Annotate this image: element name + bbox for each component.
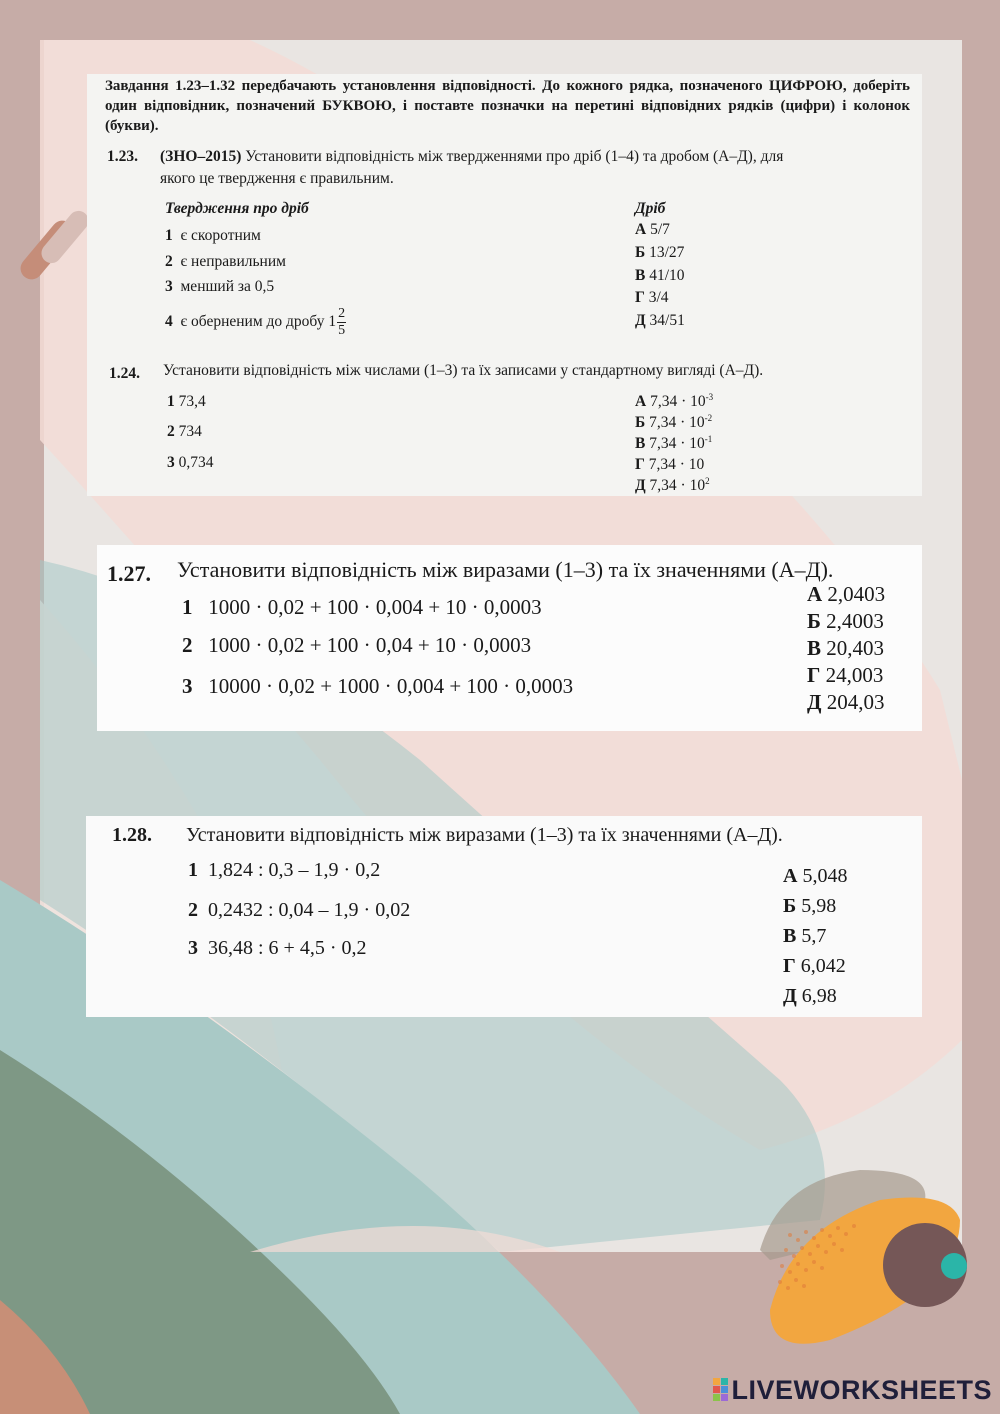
standard-form-option: Б $7,34 \cdot 10^{-2}$ (635, 413, 713, 431)
value-option: А 2,0403 (807, 582, 886, 606)
value-option: Г 24,003 (807, 663, 884, 687)
task-1-28-question: Установити відповідність між виразами (1–3) та їх значеннями (А–Д). (186, 824, 783, 846)
value-option: Б 5,98 (783, 895, 837, 917)
value-option: Г 6,042 (783, 955, 846, 977)
statement-item: 1 є скоротним (165, 227, 261, 244)
fraction-option: А 5/7 (635, 221, 670, 238)
number-item: 3 0,734 (167, 454, 214, 471)
task-1-23-question-line2: якого це твердження є правильним. (160, 170, 394, 187)
task-1-23-question: (ЗНО–2015) Установити відповідність між твердженнями про дріб (1–4) та дробом (А–Д), для (160, 148, 784, 165)
fraction-option: Д 34/51 (635, 312, 685, 329)
expression-item: 1 1000 · 0,02 + 100 · 0,004 + 10 · 0,0003 (182, 595, 542, 619)
standard-form-option: А $7,34 \cdot 10^{-3}$ (635, 392, 714, 410)
statement-item: 3 менший за 0,5 (165, 278, 275, 295)
value-option: Б 2,4003 (807, 609, 884, 633)
value-option: Д 204,03 (807, 690, 885, 714)
task-panel-3 (86, 816, 922, 1017)
value-option: Д 6,98 (783, 985, 837, 1007)
fractions-header: Дріб (635, 200, 666, 217)
fraction-option: Г 3/4 (635, 289, 669, 306)
liveworksheets-icon (713, 1378, 729, 1402)
expression-item: 2 1000 · 0,02 + 100 · 0,04 + 10 · 0,0003 (182, 633, 532, 657)
expression-item: 3 36,48 : 6 + 4,5 · 0,2 (188, 937, 367, 959)
task-number-1-23: 1.23. (107, 148, 138, 165)
expression-item: 3 10000 · 0,02 + 1000 · 0,004 + 100 · 0,0003 (182, 674, 574, 698)
task-panel-2 (97, 545, 922, 731)
fraction-option: Б 13/27 (635, 244, 685, 261)
instructions-text: Завдання 1.23–1.32 передбачають установлення відповідності. До кожного рядка, позначеного ЦИФРОЮ, доберіть один відповідник, позначений БУКВОЮ, і поставте позначки на перетині відповідних рядків (цифри) і колонок (букви). (105, 78, 910, 134)
task-number-1-27: 1.27. (107, 561, 151, 586)
task-number-1-28: 1.28. (112, 824, 152, 846)
value-option: В 5,7 (783, 925, 827, 947)
task-1-24-question: Установити відповідність між числами (1–3) та їх записами у стандартному вигляді (А–Д). (163, 362, 764, 379)
fraction-option: В 41/10 (635, 267, 685, 284)
liveworksheets-logo[interactable]: LIVEWORKSHEETS (713, 1375, 992, 1406)
statement-item: 2 є неправильним (165, 253, 286, 270)
number-item: 1 73,4 (167, 393, 206, 410)
task-1-27-question: Установити відповідність між виразами (1–3) та їх значеннями (А–Д). (177, 557, 834, 582)
expression-item: 2 0,2432 : 0,04 – 1,9 · 0,02 (188, 899, 411, 921)
expression-item: 1 1,824 : 0,3 – 1,9 · 0,2 (188, 859, 381, 881)
value-option: В 20,403 (807, 636, 885, 660)
standard-form-option: Д $7,34 \cdot 10^2$ (635, 476, 710, 494)
task-panel-1 (87, 74, 922, 496)
statement-item: 4 є оберненим до дробу 1 $\frac{2}{5}$ (165, 306, 346, 338)
task-number-1-24: 1.24. (109, 365, 140, 382)
value-option: А 5,048 (783, 865, 848, 887)
number-item: 2 734 (167, 423, 202, 440)
standard-form-option: В $7,34 \cdot 10^{-1}$ (635, 434, 713, 452)
statements-header: Твердження про дріб (165, 200, 309, 217)
mixed-fraction: $\frac{2}{5}$ (338, 306, 346, 338)
standard-form-option: Г 7,34 · 10 (635, 456, 705, 473)
